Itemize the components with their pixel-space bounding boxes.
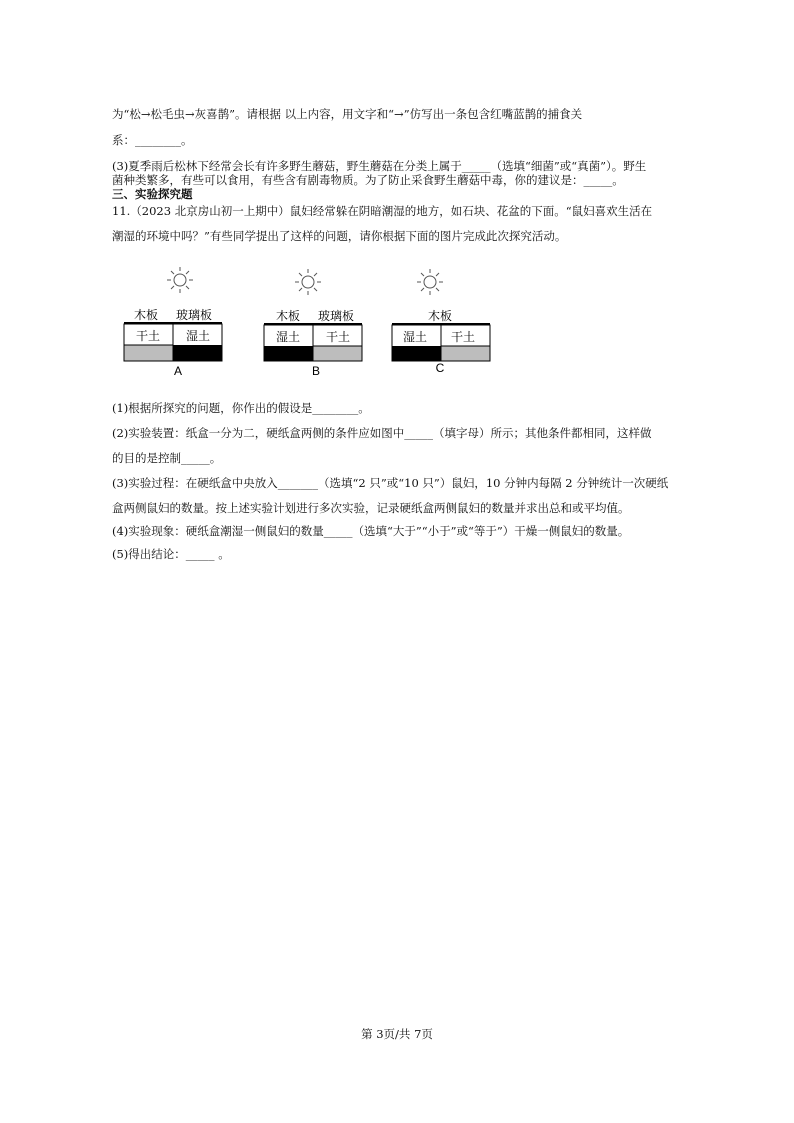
box-c bbox=[392, 308, 490, 375]
wood-board-label: 木板 bbox=[133, 308, 159, 322]
sub-question-2-cont: 的目的是控制_____。 bbox=[112, 451, 222, 465]
sun-icon bbox=[167, 267, 193, 293]
text-line: (3)夏季雨后松林下经常会长有许多野生蘑菇，野生蘑菇在分类上属于_____（选填“细菌”或“真菌”）。野生 bbox=[112, 159, 647, 173]
sub-question-2: (2)实验装置：纸盒一分为二，硬纸盒两侧的条件应如图中_____（填字母）所示；其他条件都相同，这样做 bbox=[112, 426, 652, 440]
dry-soil-label: 干土 bbox=[450, 330, 476, 344]
dry-soil-label: 干土 bbox=[325, 330, 351, 344]
sub-question-3-cont: 盒两侧鼠妇的数量。按上述实验计划进行多次实验，记录硬纸盒两侧鼠妇的数量并求出总和或平均值。 bbox=[112, 501, 630, 515]
wood-board-label: 木板 bbox=[275, 309, 301, 323]
glass-board-label: 玻璃板 bbox=[317, 309, 355, 323]
sub-question-4: (4)实验现象：硬纸盒潮湿一侧鼠妇的数量_____（选填“大于”“小于”或“等于”）干燥一侧鼠妇的数量。 bbox=[112, 524, 630, 538]
text-line: 菌种类繁多，有些可以食用，有些含有剧毒物质。为了防止采食野生蘑菇中毒，你的建议是：_____。 bbox=[112, 173, 624, 187]
glass-board-label: 玻璃板 bbox=[175, 308, 213, 322]
question-11: 11.（2023 北京房山初一上期中）鼠妇经常躲在阴暗潮湿的地方，如石块、花盆的下面。“鼠妇喜欢生活在 bbox=[112, 204, 653, 218]
question-11-cont: 潮湿的环境中吗？”有些同学提出了这样的问题，请你根据下面的图片完成此次探究活动。 bbox=[112, 229, 567, 243]
experiment-figure bbox=[110, 262, 510, 382]
sun-icon bbox=[417, 269, 443, 295]
text-line: 为“松→松毛虫→灰喜鹊”。请根据 以上内容，用文字和“→”仿写出一条包含红嘴蓝鹊的捕食关 bbox=[112, 107, 583, 121]
sub-question-1: (1)根据所探究的问题，你作出的假设是________。 bbox=[112, 401, 370, 415]
dry-soil-label: 干土 bbox=[135, 329, 161, 343]
sun-icon bbox=[295, 269, 321, 295]
wet-soil-label: 湿土 bbox=[185, 329, 211, 343]
wet-soil-label: 湿土 bbox=[402, 330, 428, 344]
figure-label-c: C bbox=[435, 361, 445, 375]
wet-soil-label: 湿土 bbox=[275, 330, 301, 344]
sub-question-5: (5)得出结论：_____ 。 bbox=[112, 547, 230, 561]
page-footer: 第 3页/共 7页 bbox=[361, 1027, 433, 1041]
wood-board-label: 木板 bbox=[427, 309, 453, 323]
section-heading: 三、实验探究题 bbox=[112, 187, 193, 201]
figure-label-b: B bbox=[311, 364, 321, 378]
box-a bbox=[124, 307, 222, 378]
text-line: 系：________。 bbox=[112, 133, 193, 147]
box-b bbox=[264, 308, 362, 378]
sub-question-3: (3)实验过程：在硬纸盒中央放入_______（选填“2 只”或“10 只”）鼠妇，10 分钟内每隔 2 分钟统计一次硬纸 bbox=[112, 476, 669, 490]
figure-label-a: A bbox=[173, 364, 183, 378]
